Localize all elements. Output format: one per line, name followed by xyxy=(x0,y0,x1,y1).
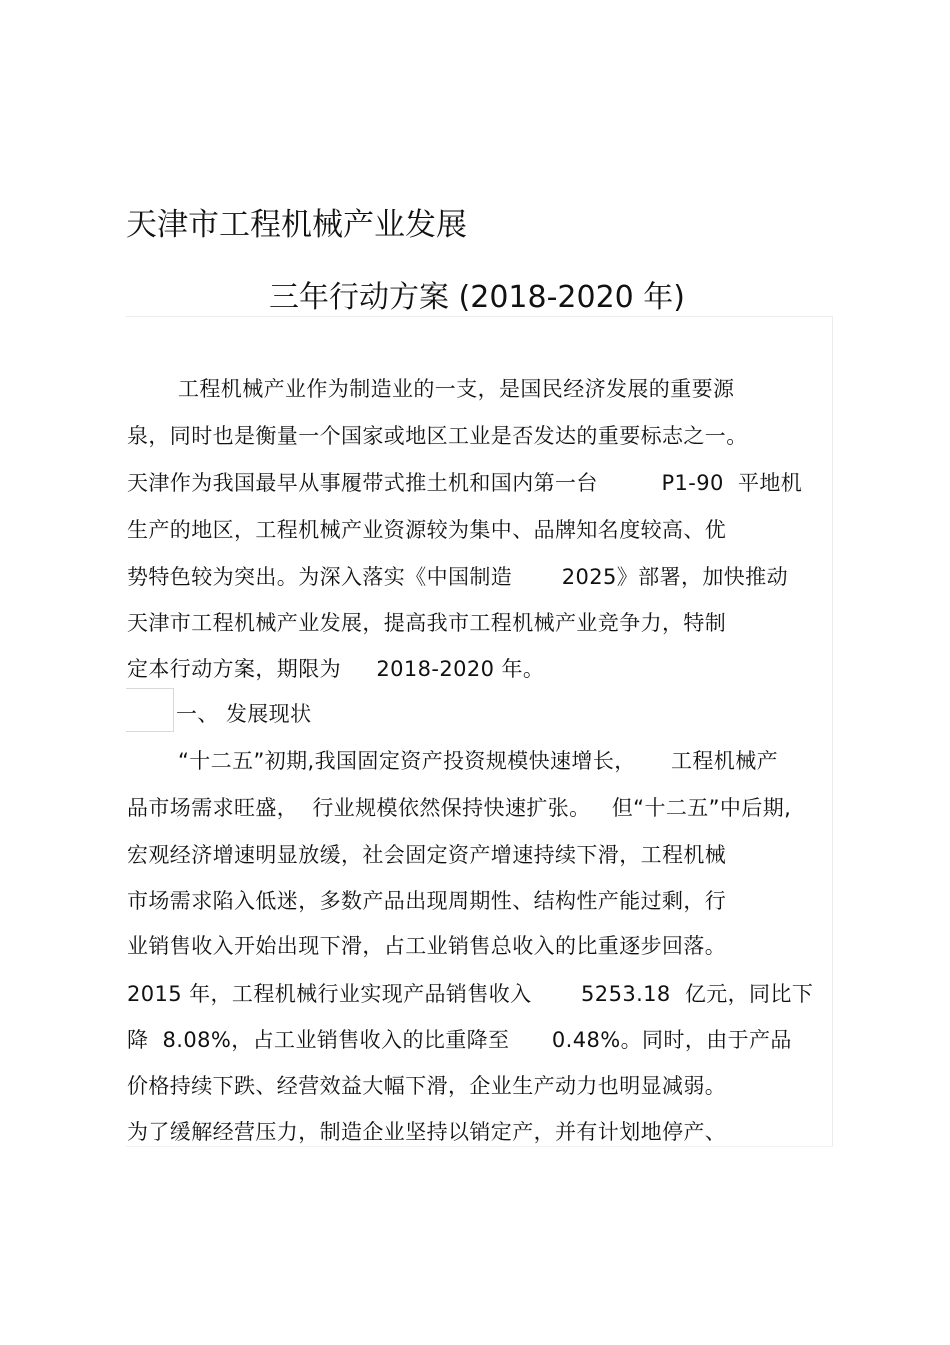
paragraph-line: 为了缓解经营压力，制造企业坚持以销定产，并有计划地停产、 xyxy=(127,1120,727,1144)
paragraph-line: 定本行动方案，期限为 2018-2020 年。 xyxy=(127,657,545,681)
paragraph-line: 工程机械产业作为制造业的一支，是国民经济发展的重要源 xyxy=(178,377,735,401)
paragraph-line: 降 8.08%，占工业销售收入的比重降至 0.48%。同时，由于产品 xyxy=(127,1028,792,1052)
section-heading: 一、 发展现状 xyxy=(176,702,312,726)
paragraph-line: 泉，同时也是衡量一个国家或地区工业是否发达的重要标志之一。 xyxy=(127,424,748,448)
paragraph-line: 天津作为我国最早从事履带式推土机和国内第一台 P1-90 平地机 xyxy=(127,471,803,495)
paragraph-line: 势特色较为突出。为深入落实《中国制造 2025》部署，加快推动 xyxy=(127,565,788,589)
section-heading-box xyxy=(126,688,174,732)
paragraph-line: 市场需求陷入低迷，多数产品出现周期性、结构性产能过剩，行 xyxy=(127,889,727,913)
paragraph-line: 2015 年，工程机械行业实现产品销售收入 5253.18 亿元，同比下 xyxy=(127,982,814,1006)
document-title: 天津市工程机械产业发展 xyxy=(126,207,467,243)
paragraph-line: 生产的地区，工程机械产业资源较为集中、品牌知名度较高、优 xyxy=(127,518,727,542)
paragraph-line: 品市场需求旺盛， 行业规模依然保持快速扩张。 但“十二五”中后期, xyxy=(127,796,792,820)
frame-right-border xyxy=(832,316,833,1146)
frame-top-border xyxy=(126,316,833,317)
paragraph-line: 价格持续下跌、经营效益大幅下滑，企业生产动力也明显减弱。 xyxy=(127,1074,727,1098)
paragraph-line: 业销售收入开始出现下滑，占工业销售总收入的比重逐步回落。 xyxy=(127,934,727,958)
document-subtitle: 三年行动方案 (2018-2020 年) xyxy=(269,280,686,315)
paragraph-line: 宏观经济增速明显放缓，社会固定资产增速持续下滑，工程机械 xyxy=(127,843,727,867)
paragraph-line: 天津市工程机械产业发展，提高我市工程机械产业竞争力，特制 xyxy=(127,611,727,635)
paragraph-line: “十二五”初期,我国固定资产投资规模快速增长， 工程机械产 xyxy=(178,749,779,773)
